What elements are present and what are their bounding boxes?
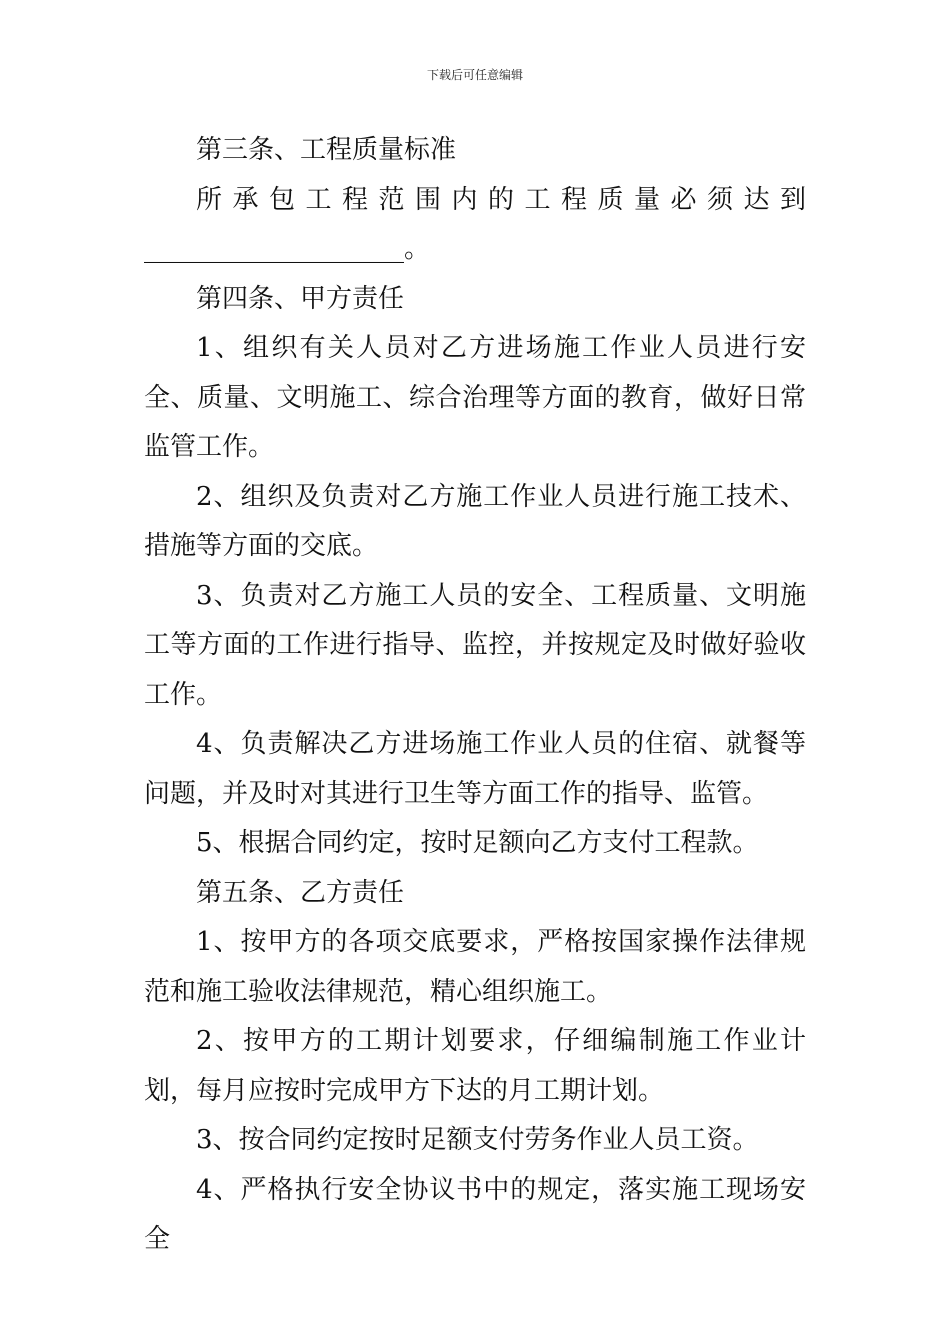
fill-in-blank-line-end: ________。 [300,234,431,264]
party-b-duty-2: 2、按甲方的工期计划要求，仔细编制施工作业计划，每月应按时完成甲方下达的月工期计划。 [144,1026,806,1106]
party-a-duty-2: 2、组织及负责对乙方施工作业人员进行施工技术、措施等方面的交底。 [144,481,806,561]
party-a-duty-3: 3、负责对乙方施工人员的安全、工程质量、文明施工等方面的工作进行指导、监控，并按规定及时做好验收工作。 [144,580,806,710]
page-header-note: 下载后可任意编辑 [426,68,523,82]
party-a-duty-5: 5、根据合同约定，按时足额向乙方支付工程款。 [196,828,759,858]
fill-in-blank-line: ____________ [144,234,300,264]
party-b-duty-1: 1、按甲方的各项交底要求，严格按国家操作法律规范和施工验收法律规范，精心组织施工。 [144,927,806,1007]
party-b-duty-3: 3、按合同约定按时足额支付劳务作业人员工资。 [196,1125,759,1155]
article-4-heading: 第四条、甲方责任 [196,283,405,314]
article-3-heading: 第三条、工程质量标准 [196,135,457,165]
quality-standard-paragraph: 所承包工程范围内的工程质量必须达到____________________。 [144,184,806,264]
document-body [144,126,806,1265]
party-a-duty-4: 4、负责解决乙方进场施工作业人员的住宿、就餐等问题，并及时对其进行卫生等方面工作的指导、监管。 [144,729,806,809]
party-a-duty-1: 1、组织有关人员对乙方进场施工作业人员进行安全、质量、文明施工、综合治理等方面的教育，做好日常监管工作。 [144,333,806,462]
article-5-heading: 第五条、乙方责任 [196,877,405,908]
party-b-duty-4: 4、严格执行安全协议书中的规定，落实施工现场安全 [144,1174,806,1254]
